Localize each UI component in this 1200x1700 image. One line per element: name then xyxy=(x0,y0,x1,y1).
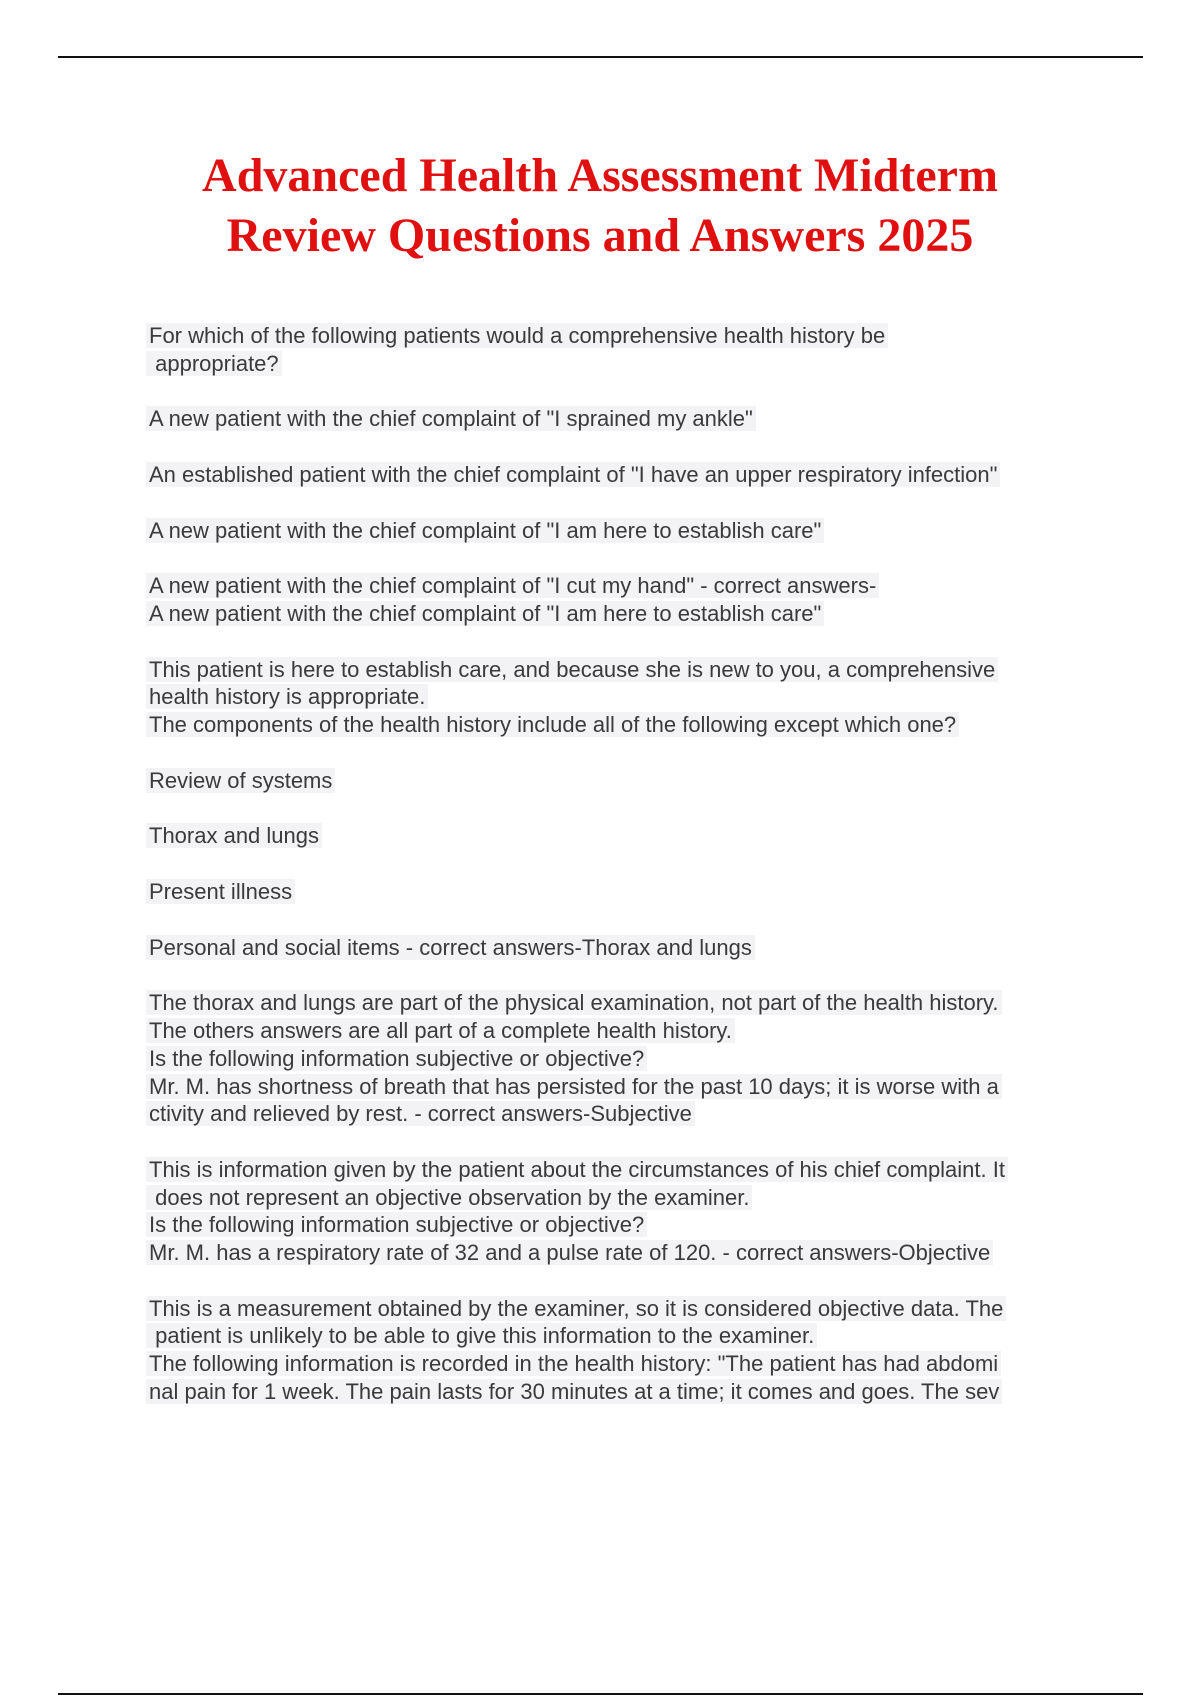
text-line: patient is unlikely to be able to give this information to the examiner. xyxy=(146,1322,817,1350)
text-line: This is a measurement obtained by the examiner, so it is considered objective data. The xyxy=(146,1295,1006,1323)
text-line: Present illness xyxy=(146,878,295,906)
title-line-1: Advanced Health Assessment Midterm xyxy=(202,149,998,202)
text-line: This is information given by the patient about the circumstances of his chief complaint. It xyxy=(146,1156,1008,1184)
text-line: Is the following information subjective or objective? xyxy=(146,1045,647,1073)
text-line: A new patient with the chief complaint of "I am here to establish care" xyxy=(146,517,824,545)
text-line: An established patient with the chief complaint of "I have an upper respiratory infection" xyxy=(146,461,1000,489)
text-line: appropriate? xyxy=(146,350,282,378)
text-line: Review of systems xyxy=(146,767,335,795)
text-line: A new patient with the chief complaint of "I am here to establish care" xyxy=(146,600,824,628)
text-line: ctivity and relieved by rest. - correct answers-Subjective xyxy=(146,1100,695,1128)
top-rule xyxy=(58,56,1143,58)
text-line: The following information is recorded in the health history: "The patient has had abdomi xyxy=(146,1350,1001,1378)
text-line: For which of the following patients would a comprehensive health history be xyxy=(146,322,888,350)
text-line: A new patient with the chief complaint of "I cut my hand" - correct answers- xyxy=(146,572,879,600)
text-line: Personal and social items - correct answers-Thorax and lungs xyxy=(146,934,755,962)
text-line: does not represent an objective observation by the examiner. xyxy=(146,1184,752,1212)
document-title xyxy=(0,146,1200,266)
text-line: The components of the health history include all of the following except which one? xyxy=(146,711,959,739)
text-line: health history is appropriate. xyxy=(146,683,428,711)
text-line: The thorax and lungs are part of the physical examination, not part of the health history. xyxy=(146,989,1002,1017)
text-line: A new patient with the chief complaint of "I sprained my ankle" xyxy=(146,405,756,433)
text-line: nal pain for 1 week. The pain lasts for 30 minutes at a time; it comes and goes. The sev xyxy=(146,1378,1002,1406)
text-line: Mr. M. has shortness of breath that has persisted for the past 10 days; it is worse with a xyxy=(146,1073,1002,1101)
text-line: Thorax and lungs xyxy=(146,822,322,850)
text-line: The others answers are all part of a complete health history. xyxy=(146,1017,735,1045)
text-line: Is the following information subjective or objective? xyxy=(146,1211,647,1239)
text-line: This patient is here to establish care, and because she is new to you, a comprehensive xyxy=(146,656,998,684)
bottom-rule xyxy=(58,1693,1143,1695)
text-line: Mr. M. has a respiratory rate of 32 and a pulse rate of 120. - correct answers-Objective xyxy=(146,1239,993,1267)
title-line-2: Review Questions and Answers 2025 xyxy=(226,209,974,262)
